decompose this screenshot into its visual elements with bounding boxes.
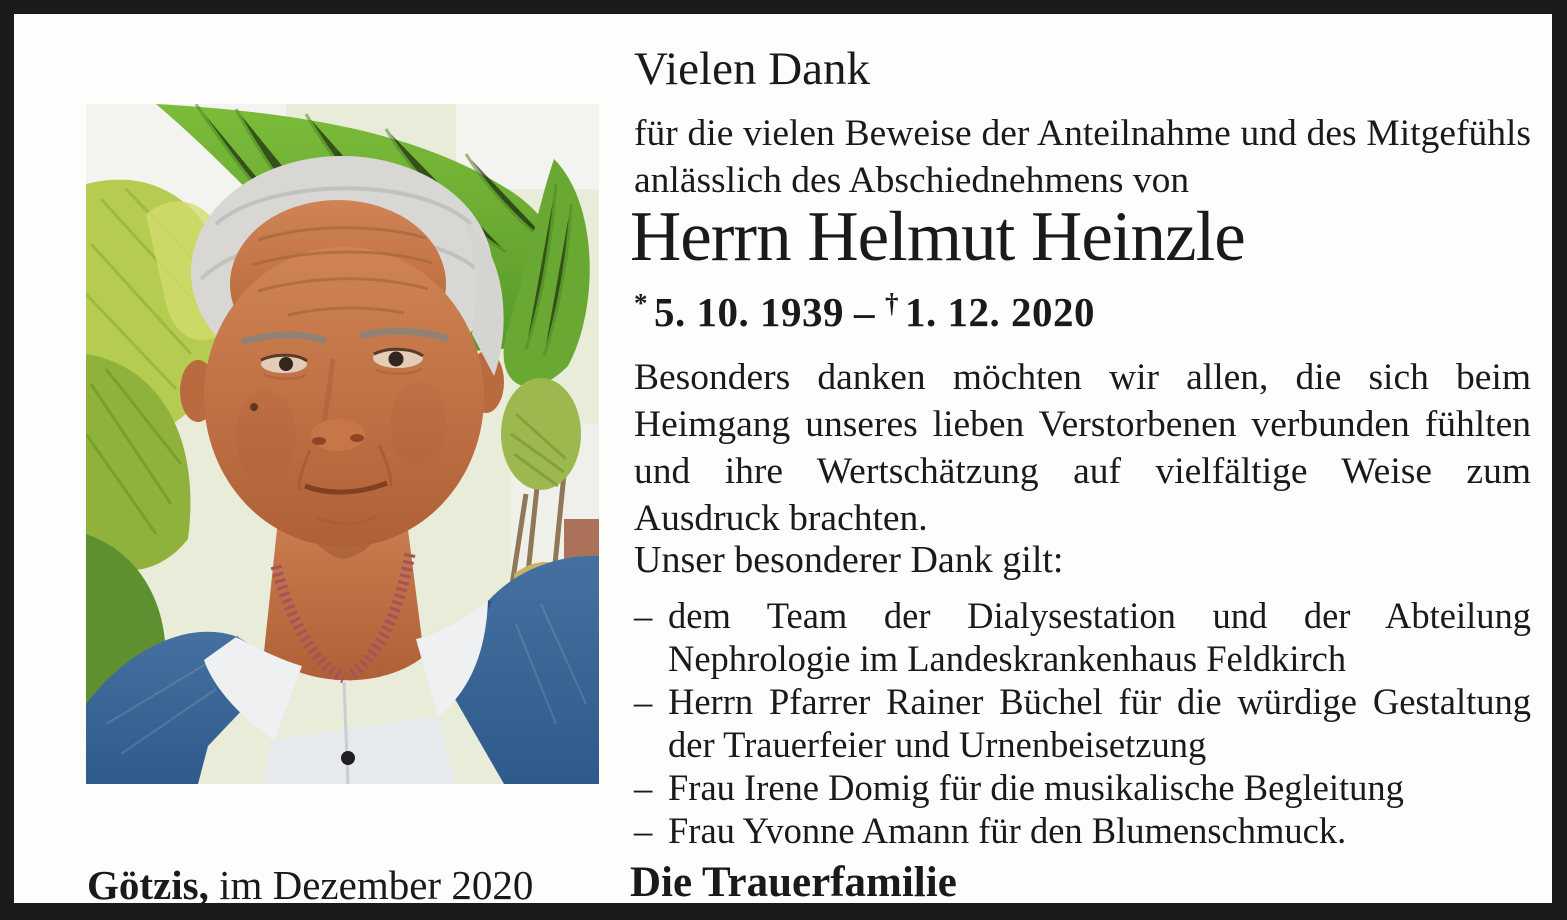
shirt-button xyxy=(341,751,355,765)
portrait-photo xyxy=(86,104,599,784)
thanks-item-text: dem Team der Dialysestation und der Abteilung Nephrologie im Landeskrankenhaus Feldkirch xyxy=(668,595,1531,679)
thanks-item-text: Frau Irene Domig für die musikalische Begleitung xyxy=(668,767,1404,808)
death-cross-symbol: † xyxy=(885,288,899,318)
intro-paragraph: für die vielen Beweise der Anteilnahme und des Mitgefühls anlässlich des Abschiednehmens von xyxy=(634,113,1531,201)
thanks-list-item xyxy=(634,680,1531,766)
place: Götzis, xyxy=(87,862,209,908)
thanks-list-item xyxy=(634,809,1531,852)
list-dash: – xyxy=(634,681,653,722)
headline: Vielen Dank xyxy=(634,43,871,95)
notice-card xyxy=(14,14,1552,908)
life-dates xyxy=(634,288,1531,336)
list-dash: – xyxy=(634,767,653,808)
place-date-line xyxy=(87,861,533,909)
thanks-item-text: Herrn Pfarrer Rainer Büchel für die würdige Gestaltung der Trauerfeier und Urnenbeisetzung xyxy=(668,681,1531,765)
body-paragraph: Besonders danken möchten wir allen, die sich beim Heimgang unseres lieben Verstorbenen verbunden fühlten und ihre Wertschätzung auf vielfältige Weise zum Ausdruck brachten. xyxy=(634,357,1531,539)
deceased-name: Herrn Helmut Heinzle xyxy=(630,198,1245,276)
death-date: 1. 12. 2020 xyxy=(905,289,1095,335)
birth-date: 5. 10. 1939 xyxy=(654,289,844,335)
signature: Die Trauerfamilie xyxy=(630,859,957,906)
thanks-list xyxy=(634,594,1531,852)
thanks-list-item xyxy=(634,594,1531,680)
list-dash: – xyxy=(634,595,653,636)
thanks-item-text: Frau Yvonne Amann für den Blumenschmuck. xyxy=(668,810,1347,851)
list-dash: – xyxy=(634,810,653,851)
dates-separator: – xyxy=(854,289,875,335)
thanks-list-item xyxy=(634,766,1531,809)
face xyxy=(204,247,484,547)
birth-star-symbol: * xyxy=(634,288,648,318)
thanks-intro: Unser besonderer Dank gilt: xyxy=(634,539,1064,581)
portrait-photo-svg xyxy=(86,104,599,784)
date-line: im Dezember 2020 xyxy=(208,862,534,908)
